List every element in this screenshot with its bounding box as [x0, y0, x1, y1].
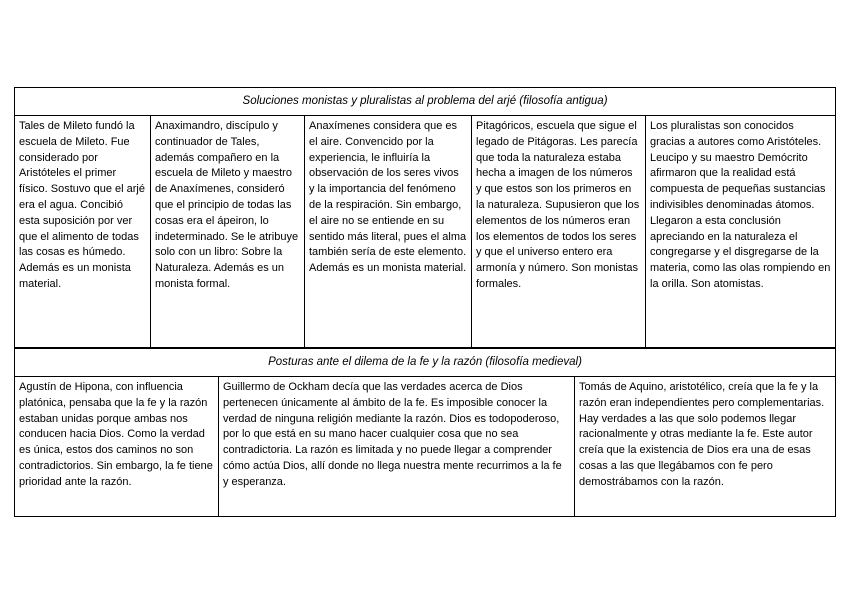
- cell-tales: Tales de Mileto fundó la escuela de Mileto. Fue considerado por Aristóteles el primer físico. Sostuvo que el arjé era el agua. Concibió esta suposición por ver que el alimento de todas las cosas es húmedo. Además es un monista material.: [15, 116, 151, 348]
- cell-ockham: Guillermo de Ockham decía que las verdades acerca de Dios pertenecen únicamente al ámbito de la fe. Es imposible conocer la verdad de ninguna religión mediante la razón. Dios es todopoderoso, por lo que está en su mano hacer cualquier cosa que no sea contradictoria. La razón es limitada y no puede llegar a comprender cómo actúa Dios, allí donde no llega nuestra mente recurrimos a la fe y esperanza.: [219, 377, 575, 517]
- ancient-table-title: Soluciones monistas y pluralistas al problema del arjé (filosofía antigua): [15, 88, 836, 116]
- table-row: [15, 377, 836, 517]
- medieval-philosophy-table: [14, 348, 836, 517]
- table-row: [15, 116, 836, 348]
- cell-anaximandro: Anaximandro, discípulo y continuador de Tales, además compañero en la escuela de Mileto y maestro de Anaxímenes, consideró que el principio de todas las cosas era el ápeiron, lo indeterminado. Se le atribuye solo con un libro: Sobre la Naturaleza. Además es un monista formal.: [151, 116, 305, 348]
- cell-aquino: Tomás de Aquino, aristotélico, creía que la fe y la razón eran independientes pero complementarias. Hay verdades a las que solo podemos llegar racionalmente y otras mediante la fe. Este autor creía que la existencia de Dios era una de esas cosas a las que llegábamos con fe pero demostrábamos con la razón.: [575, 377, 836, 517]
- cell-pluralistas: Los pluralistas son conocidos gracias a autores como Aristóteles. Leucipo y su maestro Demócrito afirmaron que la realidad está compuesta de pequeñas sustancias indivisibles denominadas átomos. Llegaron a esta conclusión apreciando en la naturaleza el congregarse y el disgregarse de la materia, como las olas rompiendo en la orilla. Son atomistas.: [646, 116, 836, 348]
- ancient-philosophy-table: [14, 87, 836, 348]
- cell-anaximenes: Anaxímenes considera que es el aire. Convencido por la experiencia, le influiría la observación de los seres vivos y la importancia del fenómeno de la respiración. Sin embargo, el aire no se entiende en su sentido más literal, pues el alma también sería de este elemento. Además es un monista material.: [305, 116, 472, 348]
- cell-pitagoricos: Pitagóricos, escuela que sigue el legado de Pitágoras. Les parecía que toda la naturaleza estaba hecha a imagen de los números y que estos son los primeros en la naturaleza. Supusieron que los elementos de los números eran los elementos de todos los seres y que el universo entero era armonía y número. Son monistas formales.: [472, 116, 646, 348]
- medieval-table-title: Posturas ante el dilema de la fe y la razón (filosofía medieval): [15, 349, 836, 377]
- cell-agustin: Agustín de Hipona, con influencia platónica, pensaba que la fe y la razón estaban unidas porque ambas nos conducen hacia Dios. Como la verdad es única, estos dos caminos no son contradictorios. Sin embargo, la fe tiene prioridad ante la razón.: [15, 377, 219, 517]
- table-header-row: [15, 349, 836, 377]
- table-header-row: [15, 88, 836, 116]
